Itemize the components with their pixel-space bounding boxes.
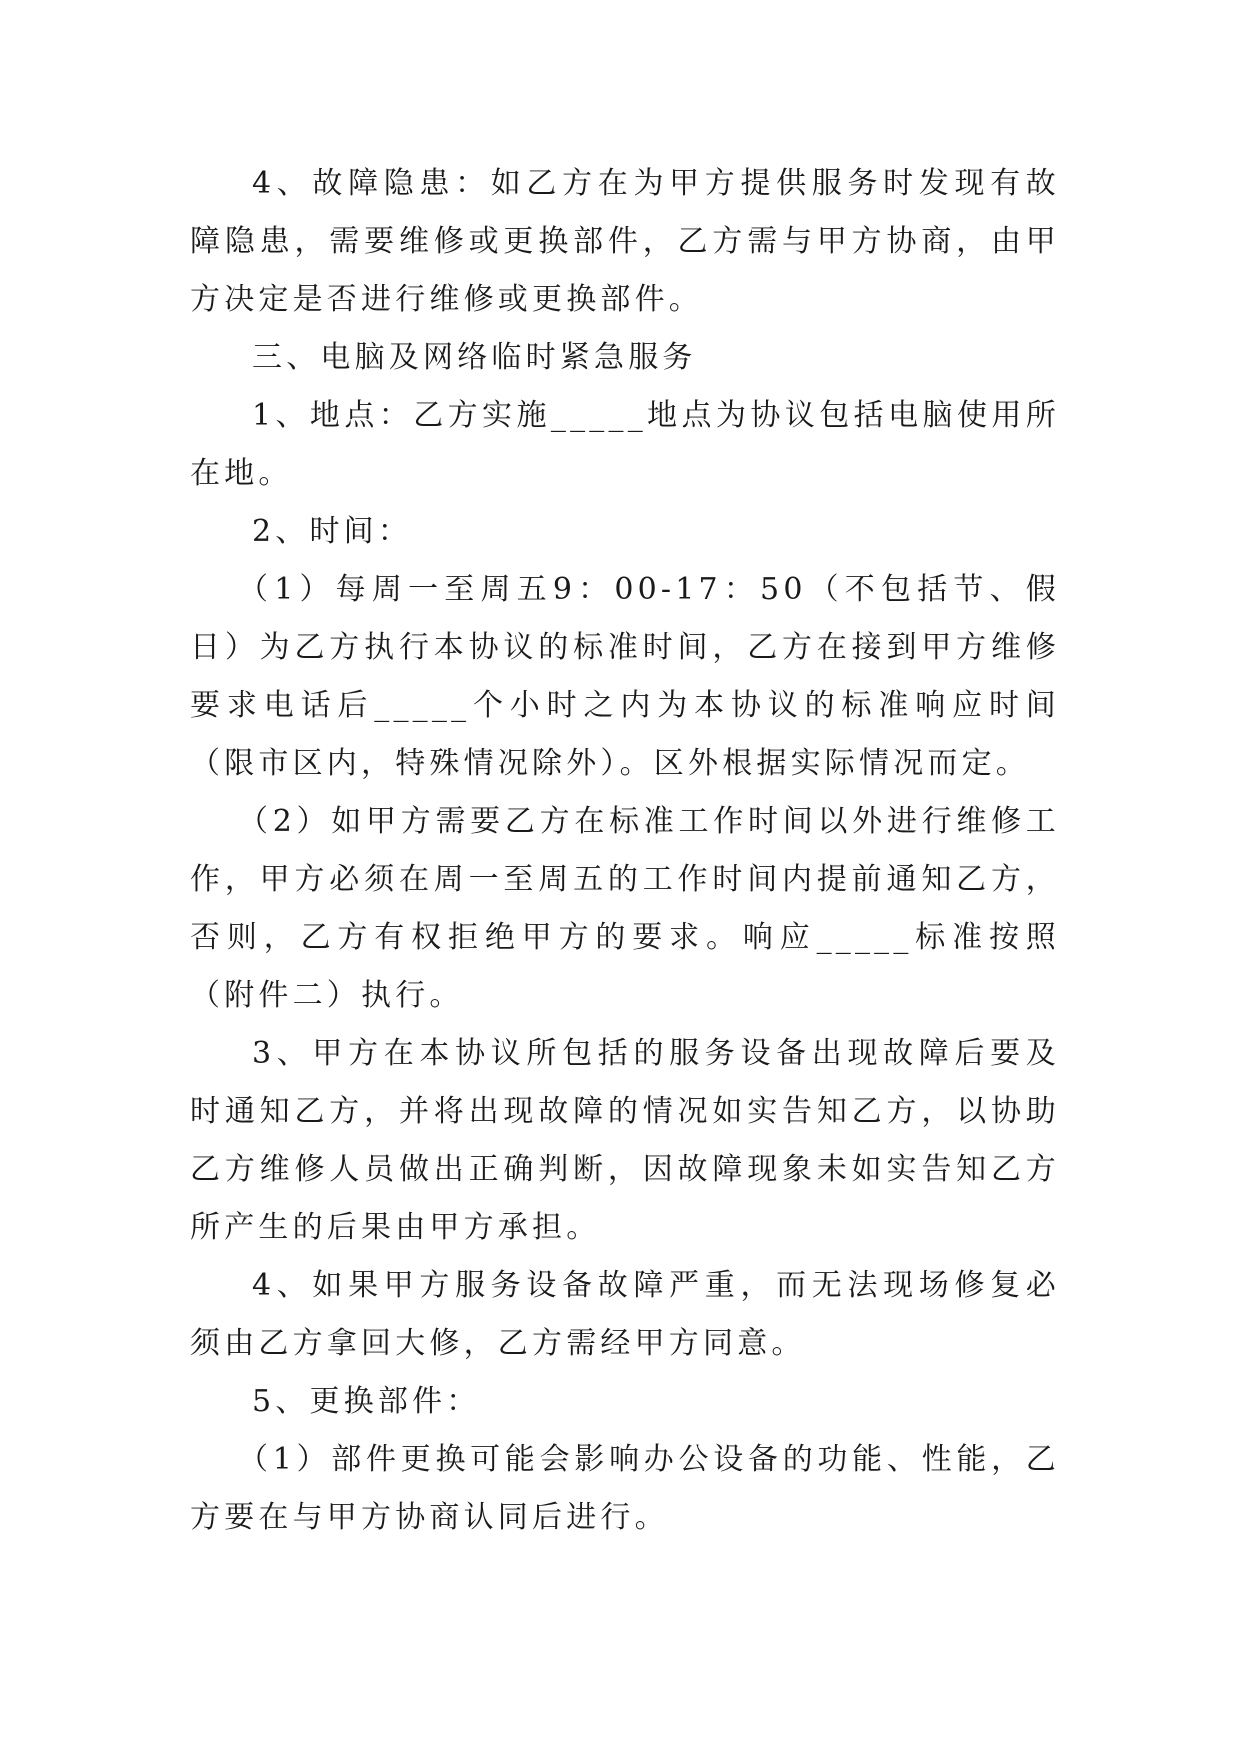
paragraph-time-heading: 2、时间： [252,514,413,549]
paragraph-parts-heading: 5、更换部件： [252,1384,481,1419]
paragraph-major-repair: 4、如果甲方服务设备故障严重，而无法现场修复必须由乙方拿回大修，乙方需经甲方同意。 [190,1268,1060,1361]
paragraph-standard-time: （1）每周一至周五9：00-17：50（不包括节、假日）为乙方执行本协议的标准时间，乙方在接到甲方维修要求电话后_____个小时之内为本协议的标准响应时间（限市区内，特殊情况除外）。区外根据实际情况而定。 [190,572,1060,781]
paragraph-fault-notification: 3、甲方在本协议所包括的服务设备出现故障后要及时通知乙方，并将出现故障的情况如实告知乙方，以协助乙方维修人员做出正确判断，因故障现象未如实告知乙方所产生的后果由甲方承担。 [190,1036,1060,1245]
paragraph-parts-replacement: （1）部件更换可能会影响办公设备的功能、性能，乙方要在与甲方协商认同后进行。 [190,1442,1060,1535]
paragraph-location: 1、地点：乙方实施_____地点为协议包括电脑使用所在地。 [190,398,1060,491]
paragraph-overtime: （2）如甲方需要乙方在标准工作时间以外进行维修工作，甲方必须在周一至周五的工作时间内提前通知乙方，否则，乙方有权拒绝甲方的要求。响应_____标准按照（附件二）执行。 [190,804,1060,1013]
paragraph-fault-hazard: 4、故障隐患：如乙方在为甲方提供服务时发现有故障隐患，需要维修或更换部件，乙方需与甲方协商，由甲方决定是否进行维修或更换部件。 [190,166,1060,317]
document-body [190,155,1060,1547]
section-heading-emergency-service: 三、电脑及网络临时紧急服务 [252,340,697,375]
